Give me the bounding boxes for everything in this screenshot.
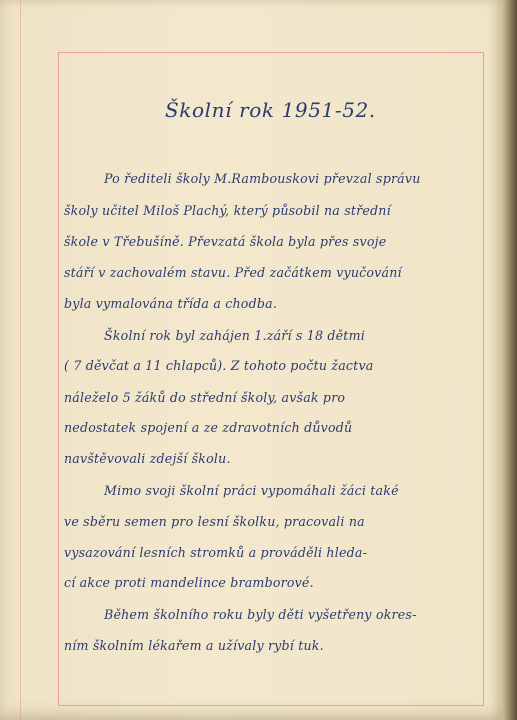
text-line: ve sběru semen pro lesní školku, pracovali na	[64, 514, 365, 529]
text-line: byla vymalována třída a chodba.	[64, 296, 278, 311]
text-line: Po řediteli školy M.Rambouskovi převzal správu	[104, 171, 421, 186]
text-line: stáří v zachovalém stavu. Před začátkem vyučování	[64, 265, 402, 280]
text-line: cí akce proti mandelince bramborové.	[64, 575, 314, 590]
text-line: vysazování lesních stromků a prováděli hleda-	[64, 545, 368, 560]
text-line: nedostatek spojení a ze zdravotních důvodů	[64, 420, 353, 435]
text-line: škole v Třebušíně. Převzatá škola byla přes svoje	[64, 234, 387, 249]
text-line: ním školním lékařem a užívaly rybí tuk.	[64, 638, 324, 653]
text-line: navštěvovali zdejší školu.	[64, 451, 231, 466]
document-title: Školní rok 1951-52.	[165, 98, 376, 122]
text-line: Školní rok byl zahájen 1.září s 18 dětmi	[104, 328, 365, 343]
text-line: Během školního roku byly děti vyšetřeny okres-	[104, 607, 417, 622]
text-line: náleželo 5 žáků do střední školy, avšak pro	[64, 390, 346, 405]
page-edge-shadow	[503, 0, 517, 720]
text-line: školy učitel Miloš Plachý, který působil na střední	[64, 203, 391, 218]
margin-rule-left	[20, 0, 21, 720]
text-line: Mimo svoji školní práci vypomáhali žáci také	[104, 483, 399, 498]
text-line: ( 7 děvčat a 11 chlapců). Z tohoto počtu žactva	[64, 358, 374, 373]
